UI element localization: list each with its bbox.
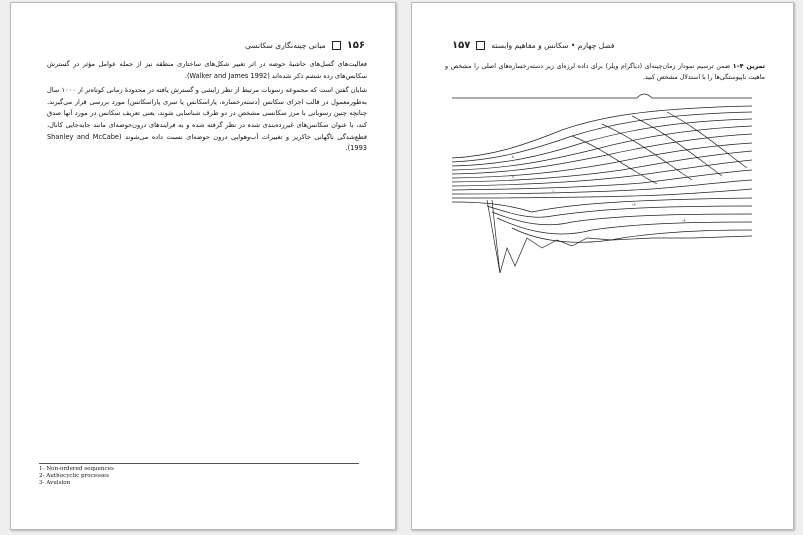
body-text [47,59,367,158]
page-header [245,37,365,53]
running-title: فصل چهارم • سکانس و مفاهیم وابسته [491,40,615,50]
page-number: ۱۵۷ [452,39,471,51]
exercise-body: ضمن ترسیم نمودار زمان‌چینه‌ای (دیاگرام ویلر) برای داده لرزه‌ای زیر دسته‌رخساره‌های اصلی را مشخص و ماهیت ناپیوستگی‌ها را با استدلال مشخص کنید. [445,63,765,81]
exercise-text [445,61,765,83]
exercise-label: تمرین ۴–۱ [732,63,765,70]
page-right [411,2,794,530]
reflector-line [512,228,752,242]
footnote: 2- Authocyclic processes [39,473,109,480]
reflector-line [497,218,752,234]
svg-text:۸: ۸ [512,175,514,179]
clinoform-line [632,116,722,176]
header-square-icon [332,41,341,50]
footnote: 3- Avulsion [39,480,71,487]
footnotes [39,463,359,488]
reflector-line [452,119,752,166]
svg-text:۱۰: ۱۰ [552,189,556,193]
page-number: ۱۵۶ [346,39,365,51]
footnote: 1- Non-ordered sequences [39,466,114,472]
basement-outline [487,200,752,273]
page-header [452,37,615,53]
reflector-line [452,112,752,162]
svg-text:۱۲: ۱۲ [632,203,636,207]
reflector-line [452,134,752,174]
reflector-line [452,94,752,98]
page-left [10,2,396,530]
paragraph: شایان گفتن است که مجموعه رسوبات مرتبط از نظر زایشی و گسترش یافته در محدودهٔ زمانی کوتاه‌تر از ۱۰۰۰ سال به‌طورمعمول در قالب اجزای سکانس (دسته‌رخساره، پاراسکانس یا سری پاراسکانس) مورد بررسی قرار می‌گیرند. چنانچه چنین رسوباتی با مرز سکانسی مشخص در دو طرف شناسایی شوند، یعنی تعریف سکانس در مورد آنها صدق کند، با عنوان سکانس‌های غیررده‌بندی شده در نظر گرفته شده و به فرایندهای درون‌حوضه‌ای مانند جابه‌جایی کانال، قطع‌شدگی ناگهانی خاکریز و تغییرات آب‌وهوایی درون حوضه‌ای نسبت داده می‌شوند (Shanley and McCabe 1993). [47,86,368,153]
svg-text:٥: ٥ [512,155,514,159]
clinoform-line [572,136,657,184]
clinoform-line [667,112,747,168]
reflector-line [452,180,752,194]
reflector-line [452,198,752,212]
reflector-line [492,212,752,225]
reflector-line [452,170,752,190]
paragraph: فعالیت‌های گسل‌های حاشیهٔ حوضه در اثر تغییر شکل‌های ساختاری منطقه نیز از جمله عوامل مؤثر در گسترش سکانس‌های رده ششم ذکر شده‌اند (Walker and James 1992). [47,60,367,80]
seismic-section-figure [452,88,752,283]
svg-text:۱۴: ۱۴ [682,219,686,223]
running-title: مبانی چینه‌نگاری سکانسی [245,40,326,50]
reflector-line [452,160,752,186]
header-square-icon [476,41,485,50]
reflector-line [487,206,752,217]
reflector-line [452,126,752,170]
